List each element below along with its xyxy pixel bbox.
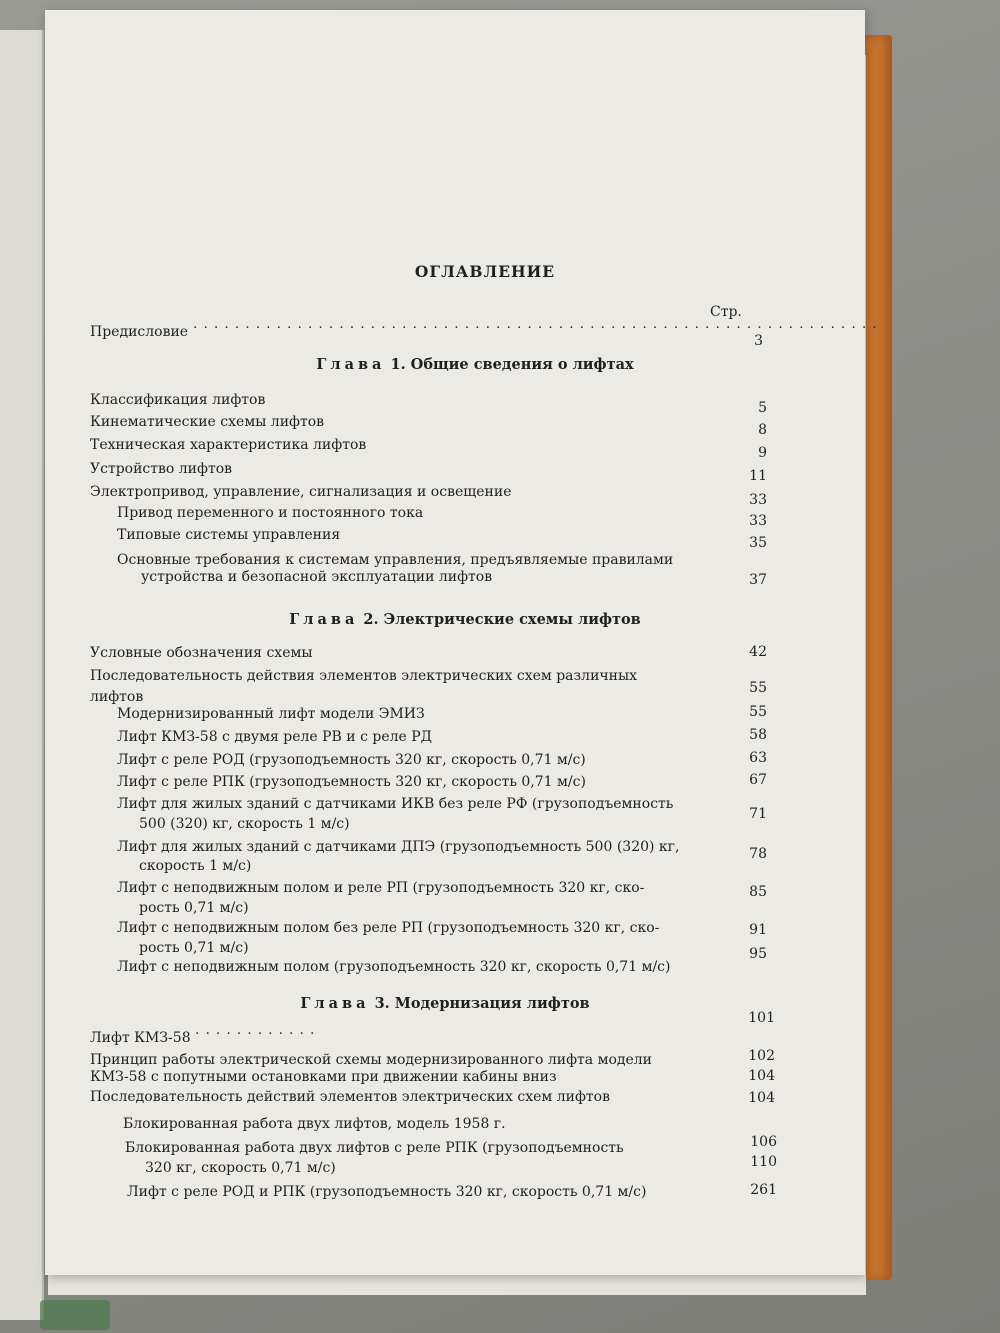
toc-item: Последовательность действия элементов электрических схем различных <box>90 666 641 687</box>
toc-subitem: Лифт с реле РПК (грузоподъемность 320 кг, скорость 0,71 м/с) <box>117 772 590 793</box>
toc-page-number: 78 <box>749 846 767 862</box>
chapter-prefix: Глава <box>316 356 386 373</box>
toc-subitem: Модернизированный лифт модели ЭМИЗ <box>117 704 429 725</box>
toc-item-text: Предисловие <box>90 324 192 340</box>
toc-item: Лифт КМЗ-58 <box>90 1028 195 1049</box>
toc-page-number: 11 <box>749 468 767 484</box>
toc-item: Кинематические схемы лифтов <box>90 412 328 433</box>
toc-subitem-continuation: рость 0,71 м/с) <box>139 938 253 959</box>
leader-dots: ............ <box>195 1022 321 1038</box>
chapter-title: 1. Общие сведения о лифтах <box>390 356 634 373</box>
toc-page-number: 35 <box>749 535 767 551</box>
toc-page-number: 67 <box>749 772 767 788</box>
toc-item: Последовательность действий элементов электрических схем лифтов <box>90 1087 614 1108</box>
toc-item: Классификация лифтов <box>90 390 269 411</box>
toc-page-number: 33 <box>749 513 767 529</box>
page-column-header: Стр. <box>710 304 742 320</box>
toc-page-number: 261 <box>750 1182 777 1198</box>
toc-subitem: Лифт для жилых зданий с датчиками ИКВ без реле РФ (грузоподъемность <box>117 794 677 815</box>
toc-item: Техническая характеристика лифтов <box>90 435 370 456</box>
toc-page-number: 55 <box>749 704 767 720</box>
toc-page-number: 37 <box>749 572 767 588</box>
toc-subitem: Блокированная работа двух лифтов с реле РПК (грузоподъемность <box>125 1138 628 1159</box>
toc-page-number: 3 <box>754 333 763 349</box>
toc-item: Условные обозначения схемы <box>90 643 317 664</box>
toc-subitem-continuation: 320 кг, скорость 0,71 м/с) <box>145 1158 340 1179</box>
toc-subitem: Основные требования к системам управления, предъявляемые правилами <box>117 550 677 571</box>
toc-page-number: 71 <box>749 806 767 822</box>
toc-page-number: 101 <box>748 1010 775 1026</box>
toc-page-number: 106 <box>750 1134 777 1150</box>
toc-subitem: Лифт с неподвижным полом без реле РП (грузоподъемность 320 кг, ско- <box>117 918 663 939</box>
toc-title: ОГЛАВЛЕНИЕ <box>414 262 556 281</box>
toc-page-number: 8 <box>758 422 767 438</box>
toc-item: Электропривод, управление, сигнализация и освещение <box>90 482 516 503</box>
toc-page-number: 110 <box>750 1154 777 1170</box>
toc-subitem: Блокированная работа двух лифтов, модель 1958 г. <box>123 1114 510 1135</box>
toc-subitem-continuation: устройства и безопасной эксплуатации лифтов <box>141 567 496 588</box>
toc-page-number: 33 <box>749 492 767 508</box>
toc-subitem: Лифт для жилых зданий с датчиками ДПЭ (грузоподъемность 500 (320) кг, <box>117 837 683 858</box>
toc-subitem: Типовые системы управления <box>117 525 344 546</box>
toc-page-number: 9 <box>758 445 767 461</box>
toc-page-number: 58 <box>749 727 767 743</box>
toc-page-number: 95 <box>749 946 767 962</box>
toc-page-number: 104 <box>748 1090 775 1106</box>
toc-subitem-continuation: скорость 1 м/с) <box>139 856 255 877</box>
toc-item: КМЗ-58 с попутными остановками при движении кабины вниз <box>90 1067 561 1088</box>
toc-page-number: 85 <box>749 884 767 900</box>
chapter-heading <box>25 611 905 628</box>
toc-subitem: Привод переменного и постоянного тока <box>117 503 427 524</box>
toc-page-number: 91 <box>749 922 767 938</box>
toc-page-number: 102 <box>748 1048 775 1064</box>
toc-page-number: 63 <box>749 750 767 766</box>
left-page-edge <box>0 30 44 1320</box>
book-spine-stripe <box>40 1300 110 1330</box>
chapter-heading <box>35 356 915 373</box>
toc-subitem-continuation: рость 0,71 м/с) <box>139 898 253 919</box>
chapter-prefix: Глава <box>289 611 359 628</box>
chapter-title: 3. Модернизация лифтов <box>374 995 590 1012</box>
toc-item: Устройство лифтов <box>90 459 236 480</box>
toc-page-number: 104 <box>748 1068 775 1084</box>
toc-subitem: Лифт с неподвижным полом (грузоподъемность 320 кг, скорость 0,71 м/с) <box>117 957 674 978</box>
toc-page-number: 5 <box>758 400 767 416</box>
book-page <box>45 10 883 1275</box>
toc-item-preface <box>90 322 192 343</box>
toc-subitem: Лифт с реле РОД (грузоподъемность 320 кг, скорость 0,71 м/с) <box>117 750 590 771</box>
chapter-prefix: Глава <box>300 995 370 1012</box>
toc-subitem: Лифт с реле РОД и РПК (грузоподъемность 320 кг, скорость 0,71 м/с) <box>127 1182 650 1203</box>
toc-subitem: Лифт с неподвижным полом и реле РП (грузоподъемность 320 кг, ско- <box>117 878 648 899</box>
toc-subitem-continuation: 500 (320) кг, скорость 1 м/с) <box>139 814 354 835</box>
toc-page-number: 42 <box>749 644 767 660</box>
toc-page-number: 55 <box>749 680 767 696</box>
toc-subitem: Лифт КМЗ-58 с двумя реле РВ и с реле РД <box>117 727 436 748</box>
toc-item: Принцип работы электрической схемы модернизированного лифта модели <box>90 1050 656 1071</box>
chapter-title: 2. Электрические схемы лифтов <box>363 611 641 628</box>
toc-item-continuation: лифтов <box>90 687 147 708</box>
leader-dots: .................................................................. <box>193 316 883 332</box>
